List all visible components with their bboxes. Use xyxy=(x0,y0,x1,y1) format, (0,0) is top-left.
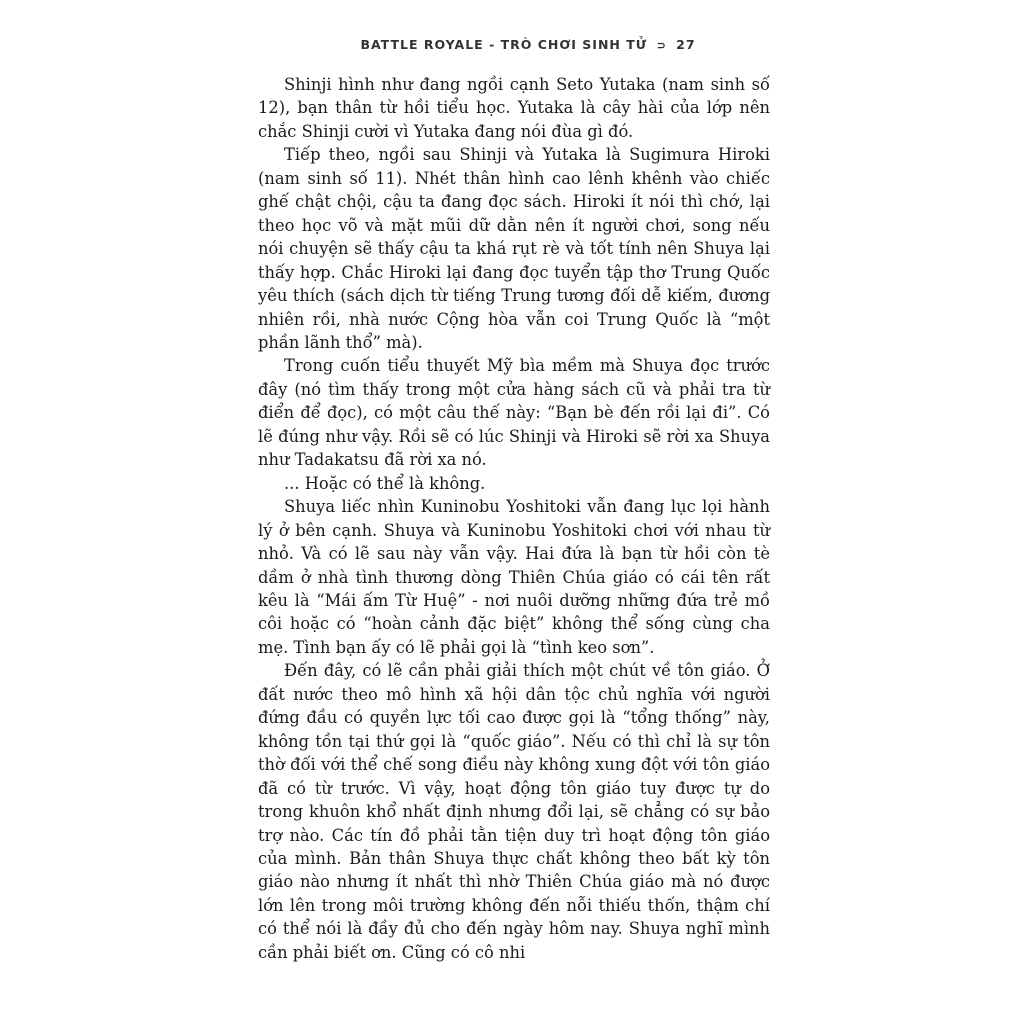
paragraph: Tiếp theo, ngồi sau Shinji và Yutaka là Sugimura Hiroki (nam sinh số 11). Nhét thân hình cao lênh khênh vào chiếc ghế chật chội, cậu ta đang đọc sách. Hiroki ít nói thì chớ, lại theo học võ và mặt mũi dữ dằn nên ít người chơi, song nếu nói chuyện sẽ thấy cậu ta khá rụt rè và tốt tính nên Shuya lại thấy hợp. Chắc Hiroki lại đang đọc tuyển tập thơ Trung Quốc yêu thích (sách dịch từ tiếng Trung tương đối dễ kiếm, đương nhiên rồi, nhà nước Cộng hòa vẫn coi Trung Quốc là “một phần lãnh thổ” mà). xyxy=(258,145,770,352)
running-header xyxy=(0,37,1016,52)
body-text xyxy=(258,73,770,964)
paragraph: ... Hoặc có thể là không. xyxy=(284,473,486,493)
header-separator-glyph: ⊃ xyxy=(656,39,667,52)
paragraph: Đến đây, có lẽ cần phải giải thích một chút về tôn giáo. Ở đất nước theo mô hình xã hội dân tộc chủ nghĩa với người đứng đầu có quyền lực tối cao được gọi là “tổng thống” này, không tồn tại thứ gọi là “quốc giáo”. Nếu có thì chỉ là sự tôn thờ đối với thể chế song điều này không xung đột với tôn giáo đã có từ trước. Vì vậy, hoạt động tôn giáo tuy được tự do trong khuôn khổ nhất định nhưng đổi lại, sẽ chẳng có sự bảo trợ nào. Các tín đồ phải tằn tiện duy trì hoạt động tôn giáo của mình. Bản thân Shuya thực chất không theo bất kỳ tôn giáo nào nhưng ít nhất thì nhờ Thiên Chúa giáo mà nó được lớn lên trong môi trường không đến nỗi thiếu thốn, thậm chí có thể nói là đầy đủ cho đến ngày hôm nay. Shuya nghĩ mình cần phải biết ơn. Cũng có cô nhi xyxy=(258,661,770,962)
paragraph: Shuya liếc nhìn Kuninobu Yoshitoki vẫn đang lục lọi hành lý ở bên cạnh. Shuya và Kuninobu Yoshitoki chơi với nhau từ nhỏ. Và có lẽ sau này vẫn vậy. Hai đứa là bạn từ hồi còn tè dầm ở nhà tình thương dòng Thiên Chúa giáo có cái tên rất kêu là “Mái ấm Từ Huệ” - nơi nuôi dưỡng những đứa trẻ mồ côi hoặc có “hoàn cảnh đặc biệt” không thể sống cùng cha mẹ. Tình bạn ấy có lẽ phải gọi là “tình keo sơn”. xyxy=(258,497,770,657)
page-number: 27 xyxy=(676,37,696,52)
paragraph: Trong cuốn tiểu thuyết Mỹ bìa mềm mà Shuya đọc trước đây (nó tìm thấy trong một cửa hàng sách cũ và phải tra từ điển để đọc), có một câu thế này: “Bạn bè đến rồi lại đi”. Có lẽ đúng như vậy. Rồi sẽ có lúc Shinji và Hiroki sẽ rời xa Shuya như Tadakatsu đã rời xa nó. xyxy=(258,356,770,470)
running-title: BATTLE ROYALE - TRÒ CHƠI SINH TỬ xyxy=(360,37,648,52)
paragraph: Shinji hình như đang ngồi cạnh Seto Yutaka (nam sinh số 12), bạn thân từ hồi tiểu học. Yutaka là cây hài của lớp nên chắc Shinji cười vì Yutaka đang nói đùa gì đó. xyxy=(258,75,770,141)
